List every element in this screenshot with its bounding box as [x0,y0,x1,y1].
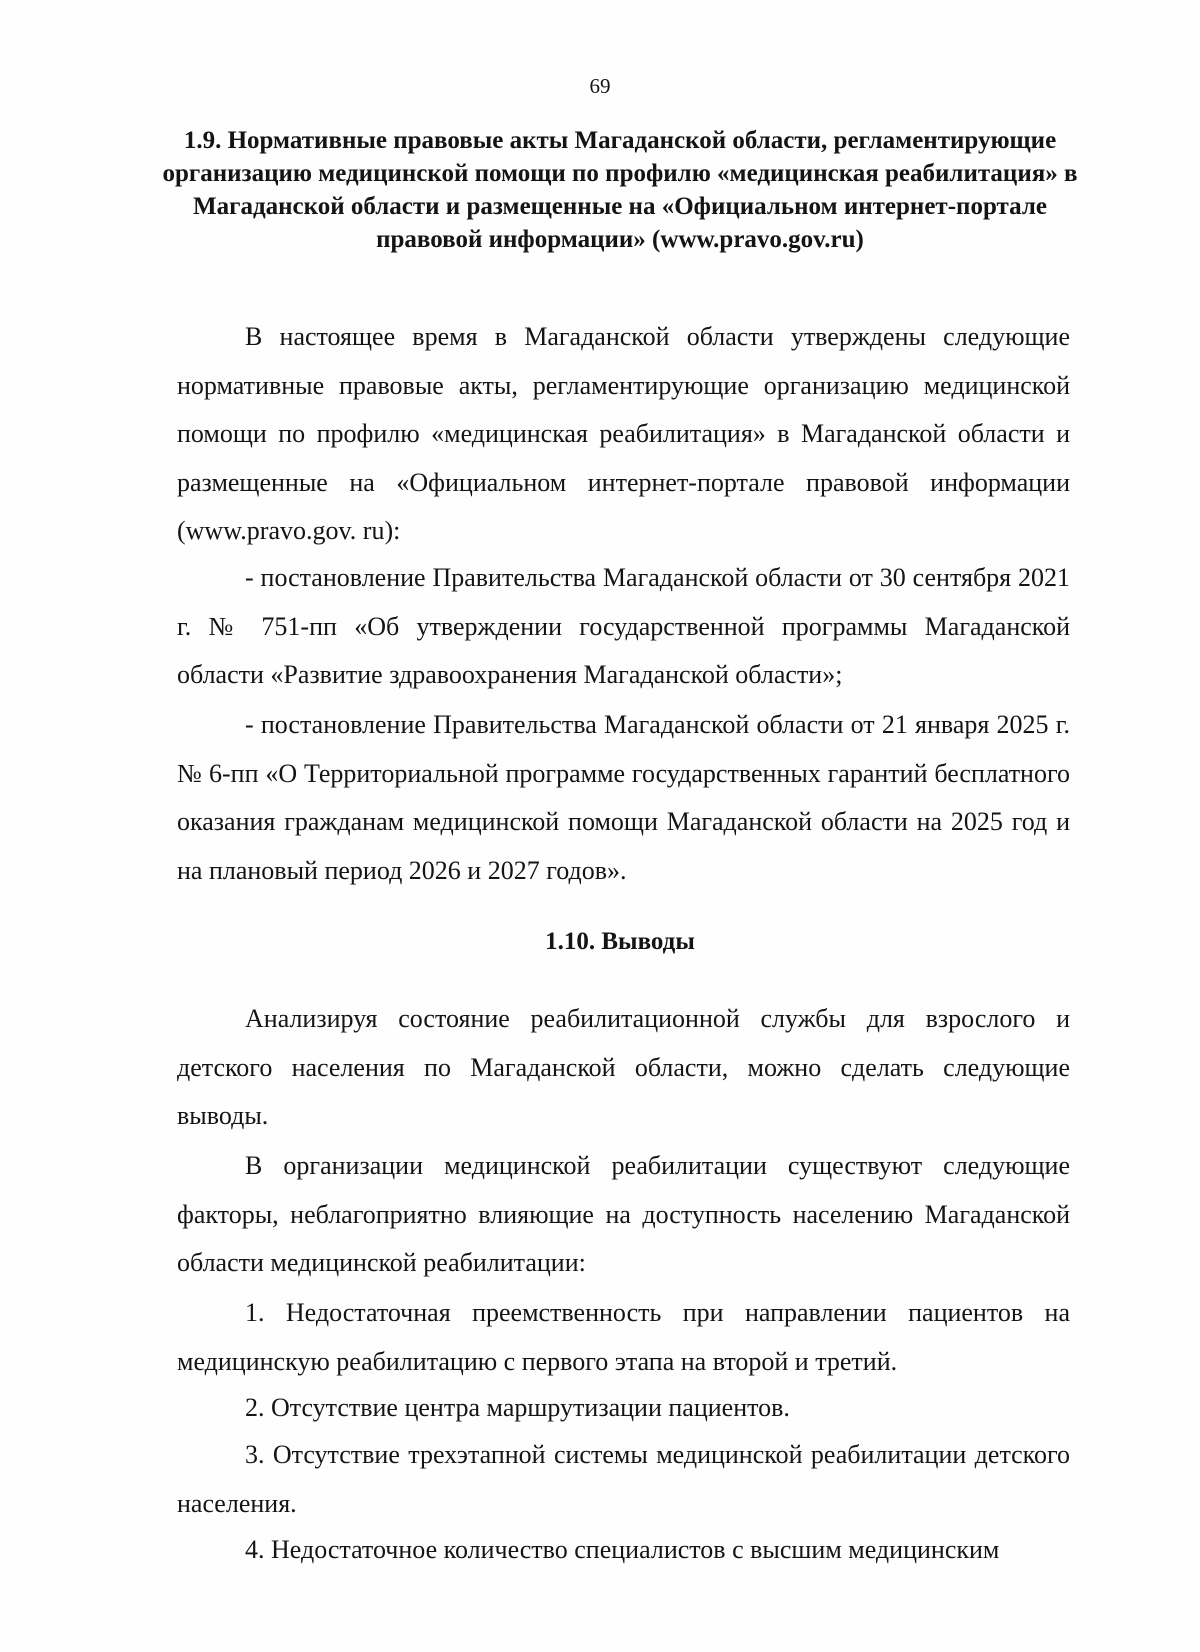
paragraph-act-751: - постановление Правительства Магаданской области от 30 сентября 2021 г. № 751-пп «Об утверждении государственной программы Магаданской области «Развитие здравоохранения Магаданской области»; [177,563,1070,689]
list-item-2: 2. Отсутствие центра маршрутизации пациентов. [245,1393,790,1422]
list-item-4: 4. Недостаточное количество специалистов с высшим медицинским [245,1535,1000,1564]
paragraph-act-6: - постановление Правительства Магаданской области от 21 января 2025 г. № 6-пп «О Территориальной программе государственных гарантий бесплатного оказания гражданам медицинской помощи Магаданской области на 2025 год и на плановый период 2026 и 2027 годов». [177,710,1070,885]
section-heading-1-10: 1.10. Выводы [545,928,695,955]
paragraph-intro: В настоящее время в Магаданской области утверждены следующие нормативные правовые акты, регламентирующие организацию медицинской помощи по профилю «медицинская реабилитация» в Магаданской области и размещенные на «Официальном интернет-портале правовой информации (www.pravo.gov. ru): [177,322,1070,545]
list-item-1: 1. Недостаточная преемственность при направлении пациентов на медицинскую реабилитацию с первого этапа на второй и третий. [177,1298,1070,1376]
page-number: 69 [589,74,611,98]
section-heading-1-9: 1.9. Нормативные правовые акты Магаданской области, регламентирующие организацию медицинской помощи по профилю «медицинская реабилитация» в Магаданской области и размещенные на «Официальном интернет-портале правовой информации» (www.pravo.gov.ru) [162,127,1078,253]
list-item-3: 3. Отсутствие трехэтапной системы медицинской реабилитации детского населения. [177,1440,1070,1518]
paragraph-factors: В организации медицинской реабилитации существуют следующие факторы, неблагоприятно влияющие на доступность населению Магаданской области медицинской реабилитации: [177,1151,1070,1277]
paragraph-analysis: Анализируя состояние реабилитационной службы для взрослого и детского населения по Магаданской области, можно сделать следующие выводы. [177,1004,1070,1130]
